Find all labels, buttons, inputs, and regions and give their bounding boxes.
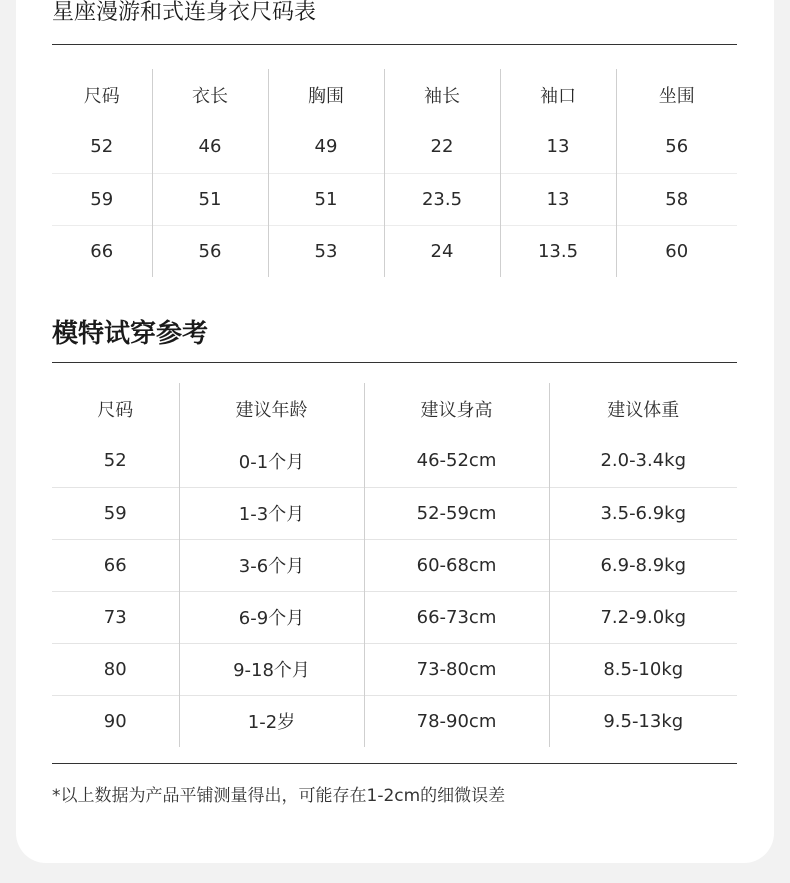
title-divider <box>52 362 737 363</box>
table-cell: 46-52cm <box>364 435 549 487</box>
table-row <box>52 173 737 225</box>
table-cell: 60-68cm <box>364 539 549 591</box>
table-cell: 78-90cm <box>364 695 549 747</box>
header-cell: 建议身高 <box>364 383 549 435</box>
table-cell: 46 <box>152 121 268 173</box>
table-cell: 6-9个月 <box>179 591 364 643</box>
table-cell: 0-1个月 <box>179 435 364 487</box>
table-cell: 52 <box>90 136 114 158</box>
header-cell: 建议年龄 <box>179 383 364 435</box>
table-cell: 23.5 <box>384 173 500 225</box>
table-row <box>52 695 737 747</box>
table-cell: 13 <box>500 121 616 173</box>
table-cell: 66 <box>52 225 152 277</box>
size-info-card <box>16 0 774 863</box>
table-cell: 8.5-10kg <box>549 643 737 695</box>
table-cell: 73 <box>52 591 179 643</box>
header-cell: 袖长 <box>384 69 500 121</box>
table-cell: 2.0-3.4kg <box>549 435 737 487</box>
table-cell: 9-18个月 <box>179 643 364 695</box>
size-chart-table <box>52 69 737 277</box>
table-cell: 59 <box>52 173 152 225</box>
table-cell: 73-80cm <box>364 643 549 695</box>
footnote-text: *以上数据为产品平铺测量得出，可能存在1-2cm的细微误差 <box>52 786 506 806</box>
header-cell: 建议体重 <box>549 383 737 435</box>
table-cell: 66 <box>52 539 179 591</box>
table-cell: 60 <box>616 225 737 277</box>
table-row <box>52 487 737 539</box>
table-cell: 90 <box>52 695 179 747</box>
table-cell: 52-59cm <box>364 487 549 539</box>
table-cell: 9.5-13kg <box>549 695 737 747</box>
table-cell: 3-6个月 <box>179 539 364 591</box>
table-cell: 56 <box>152 225 268 277</box>
table-cell: 6.9-8.9kg <box>549 539 737 591</box>
header-cell: 坐围 <box>616 69 737 121</box>
table-cell: 49 <box>268 121 384 173</box>
title-divider <box>52 44 737 45</box>
table-cell: 3.5-6.9kg <box>549 487 737 539</box>
table-cell: 24 <box>384 225 500 277</box>
table-cell: 51 <box>268 173 384 225</box>
table-cell: 66-73cm <box>364 591 549 643</box>
footnote-divider <box>52 763 737 764</box>
card-content <box>52 0 737 806</box>
table-cell: 53 <box>268 225 384 277</box>
table-cell: 22 <box>384 121 500 173</box>
header-cell: 胸围 <box>268 69 384 121</box>
table-cell: 80 <box>52 643 179 695</box>
table-row <box>52 121 737 173</box>
table-row <box>52 643 737 695</box>
table-cell: 56 <box>616 121 737 173</box>
model-reference-table <box>52 383 737 747</box>
header-cell: 尺码 <box>97 400 134 421</box>
header-cell: 袖口 <box>500 69 616 121</box>
size-chart-title: 星座漫游和式连身衣尺码表 <box>52 0 317 25</box>
model-reference-title: 模特试穿参考 <box>52 319 209 349</box>
table-cell: 7.2-9.0kg <box>549 591 737 643</box>
table-header-row <box>52 383 737 435</box>
table-cell: 1-2岁 <box>179 695 364 747</box>
table-cell: 1-3个月 <box>179 487 364 539</box>
table-cell: 58 <box>616 173 737 225</box>
header-cell: 衣长 <box>152 69 268 121</box>
table-cell: 52 <box>103 450 127 472</box>
table-cell: 13 <box>500 173 616 225</box>
table-row <box>52 591 737 643</box>
table-row <box>52 435 737 487</box>
table-header-row <box>52 69 737 121</box>
table-cell: 13.5 <box>500 225 616 277</box>
table-row <box>52 225 737 277</box>
header-cell: 尺码 <box>83 86 120 107</box>
table-cell: 51 <box>152 173 268 225</box>
table-row <box>52 539 737 591</box>
table-cell: 59 <box>52 487 179 539</box>
